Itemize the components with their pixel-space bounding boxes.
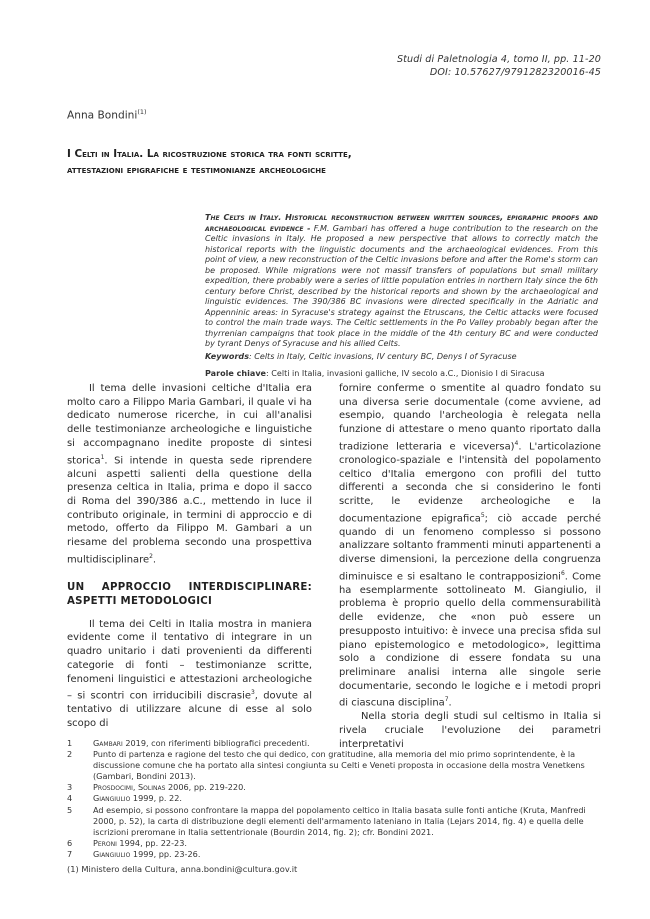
citation-author: Giangiulio — [93, 848, 131, 859]
text: . Come ha esemplarmente sottolineato M. Giangiulio, il problema è proprio quello della commensurabilità delle evidenze, che «non può essere un presupposto intuitivo: è invece una precisa sfida sul piano epistemologico e metodologico», legittima solo a condizione di essere fondata su una preliminare analisi interna alle singole serie documentarie, secondo le logiche e i metodi propri di ciascuna disciplina — [339, 571, 601, 709]
citation-author: Giangiulio — [93, 793, 131, 804]
footnote-text — [93, 738, 602, 749]
citation-author: Peroni — [93, 837, 117, 848]
author-name — [67, 108, 147, 122]
text: 1999, p. 22. — [130, 793, 182, 804]
text: Il tema delle invasioni celtiche d'Italia era molto caro a Filippo Maria Gambari, il quale vi ha dedicato numerose ricerche, in cui all'analisi delle testimonianze archeologiche e linguistiche si accompagnano inedite proposte di sintesi storica — [67, 383, 312, 466]
footnote-text — [93, 849, 602, 860]
footnote — [67, 805, 602, 838]
title-line-1: I Celti in Italia. La ricostruzione storica tra fonti scritte, — [67, 148, 352, 160]
keywords-en-text: : Celts in Italy, Celtic invasions, IV century BC, Denys I of Syracuse — [248, 352, 517, 361]
title-line-2: attestazioni epigrafiche e testimonianze archeologiche — [67, 164, 326, 176]
keywords-it-text: : Celti in Italia, invasioni galliche, IV secolo a.C., Dionisio I di Siracusa — [266, 369, 545, 378]
text: . Si intende in questa sede riprendere alcuni aspetti salienti della questione della presenza celtica in Italia, prima e dopo il sacco di Roma del 390/386 a.C., mettendo in luce il contributo originale, in termini di approccio e di metodo, offerto da Filippo M. Gambari a un riesame del problema secondo una prospettiva multidisciplinare — [67, 454, 312, 566]
text: Punto di partenza e ragione del testo che qui dedico, con gratitudine, alla memoria del mio primo soprintendente, è la discussione comune che ha portato alla sintesi congiunta su Celti e Veneti proposta in occasione della mostra Venetkens (Gambari, Bondini 2013). — [93, 749, 585, 782]
footnote-ref[interactable]: 7 — [444, 696, 449, 704]
footnote — [67, 793, 602, 804]
footnote-ref[interactable]: 6 — [560, 569, 565, 577]
author-affiliation: (1) Ministero della Cultura, anna.bondini@cultura.gov.it — [67, 864, 298, 874]
section-heading: UN APPROCCIO INTERDISCIPLINARE: ASPETTI METODOLOGICI — [67, 581, 312, 608]
keywords-en-label: Keywords — [205, 352, 249, 361]
text: fornire conferme o smentite al quadro fondato su una diversa serie documentale (come avviene, ad esempio, quando l'archeologia è relegata nella funzione di attestare o meno quanto riportato dalla tradizione letteraria e viceversa) — [339, 383, 601, 453]
footnote-text — [93, 805, 602, 838]
text: Nella storia degli studi sul celtismo in Italia si rivela cruciale l'evoluzione dei parametri interpretativi — [339, 711, 601, 750]
journal-header — [397, 53, 601, 79]
text: 2019, con riferimenti bibliografici precedenti. — [122, 738, 310, 748]
paragraph — [339, 382, 601, 710]
text: . — [152, 554, 157, 566]
footnote-number: 1 — [67, 738, 73, 748]
paragraph — [67, 618, 312, 731]
keywords-en — [205, 352, 598, 363]
footnote — [67, 838, 602, 849]
footnote-ref[interactable]: 1 — [100, 453, 105, 461]
abstract-body: F.M. Gambari has offered a huge contribution to the research on the Celtic invasions in Italy. He proposed a new perspective that allows to correctly match the historical reports with the linguistic documents and the archaeological evidences. From this point of view, a new reconstruction of the Celtic invasions before and after the Rome's storm can be proposed. While migrations were not massif transfers of populations but small military expedition, there probably were a series of little population entries in northern Italy since the 6th century before Christ, described by the historical reports and shown by the archaeological and linguistic evidences. The 390/386 BC invasions were directed specifically in the Adriatic and Appenninic areas: in Syracuse's strategy against the Etruscans, the Celtic attacks were focused to control the main trade ways. The Celtic settlements in the Po Valley probably began after the thyrrenian campaigns that took place in the middle of the 4th century BC and were conducted by tyrant Denys of Syracuse and his allied Celts. — [205, 223, 598, 348]
author-text: Anna Bondini — [67, 109, 138, 122]
footnote-text — [93, 749, 602, 782]
footnote — [67, 782, 602, 793]
body-column-left — [67, 382, 312, 731]
author-note-mark: (1) — [137, 108, 147, 116]
text: , dovute al tentativo di utilizzare alcune di esse al solo scopo di — [67, 690, 312, 729]
text: 2006, pp. 219-220. — [165, 782, 246, 793]
text: . — [448, 697, 452, 709]
abstract-title: The Celts in Italy. Historical reconstruction between written sources, epigraphic proofs and archaeological evidence - — [205, 213, 598, 233]
footnote-number: 3 — [67, 782, 73, 793]
footnote-number: 6 — [67, 837, 73, 848]
body-column-right — [339, 382, 601, 752]
footnotes — [67, 738, 602, 860]
text: 1994, pp. 22-23. — [116, 837, 187, 848]
paragraph — [67, 382, 312, 567]
citation-author: Gambari — [93, 738, 123, 748]
footnote-text — [93, 793, 602, 804]
footnote-number: 4 — [67, 793, 73, 804]
text: ; ciò accade perché quando di un fenomeno complesso si possono analizzare soltanto frammenti minuti appartenenti a diverse dimensioni, la percezione della congruenza diminuisce e si esaltano le contrapposizioni — [339, 512, 601, 583]
footnote-ref[interactable]: 5 — [480, 511, 485, 519]
text: Ad esempio, si possono confrontare la mappa del popolamento celtico in Italia basata sulle fonti antiche (Kruta, Manfredi 2000, p. 52), la carta di distribuzione degli elementi dell'armamento lateniano in Italia (Lejars 2014, fig. 4) e quella delle iscrizioni preromane in Italia settentrionale (Bourdin 2014, fig. 2); cfr. Bondini 2021. — [93, 804, 586, 837]
footnote-text — [93, 838, 602, 849]
citation-author: Prosdocimi, Solinas — [93, 782, 166, 793]
footnote — [67, 749, 602, 782]
text: 1999, pp. 23-26. — [130, 848, 201, 859]
text: . L'articolazione cronologico-spaziale e l'intensità del popolamento celtico d'Italia emergono con profili del tutto differenti a seconda che si considerino le fonti scritte, le evidenze archeologiche e la documentazione epigrafica — [339, 441, 601, 524]
footnote-number: 5 — [67, 804, 73, 815]
keywords-it — [205, 369, 598, 380]
paper-title — [67, 146, 587, 178]
footnote-number: 7 — [67, 848, 73, 859]
journal-citation: Studi di Paletnologia 4, tomo II, pp. 11-20 — [396, 54, 601, 65]
footnote-number: 2 — [67, 749, 73, 760]
footnote-ref[interactable]: 3 — [250, 689, 255, 697]
journal-doi: DOI: 10.57627/9791282320016-45 — [429, 67, 601, 78]
footnote — [67, 738, 602, 749]
footnote-text — [93, 782, 602, 793]
footnote — [67, 849, 602, 860]
keywords-it-label: Parole chiave — [205, 369, 267, 378]
footnote-ref[interactable]: 4 — [514, 439, 519, 447]
text: Il tema dei Celti in Italia mostra in maniera evidente come il tentativo di integrare in un quadro unitario i dati provenienti da differenti categorie di fonti – testimonianze scritte, fenomeni linguistici e attestazioni archeologiche – si scontri con irriducibili discrasie — [67, 618, 312, 702]
footnote-ref[interactable]: 2 — [149, 552, 153, 560]
abstract — [205, 213, 598, 350]
